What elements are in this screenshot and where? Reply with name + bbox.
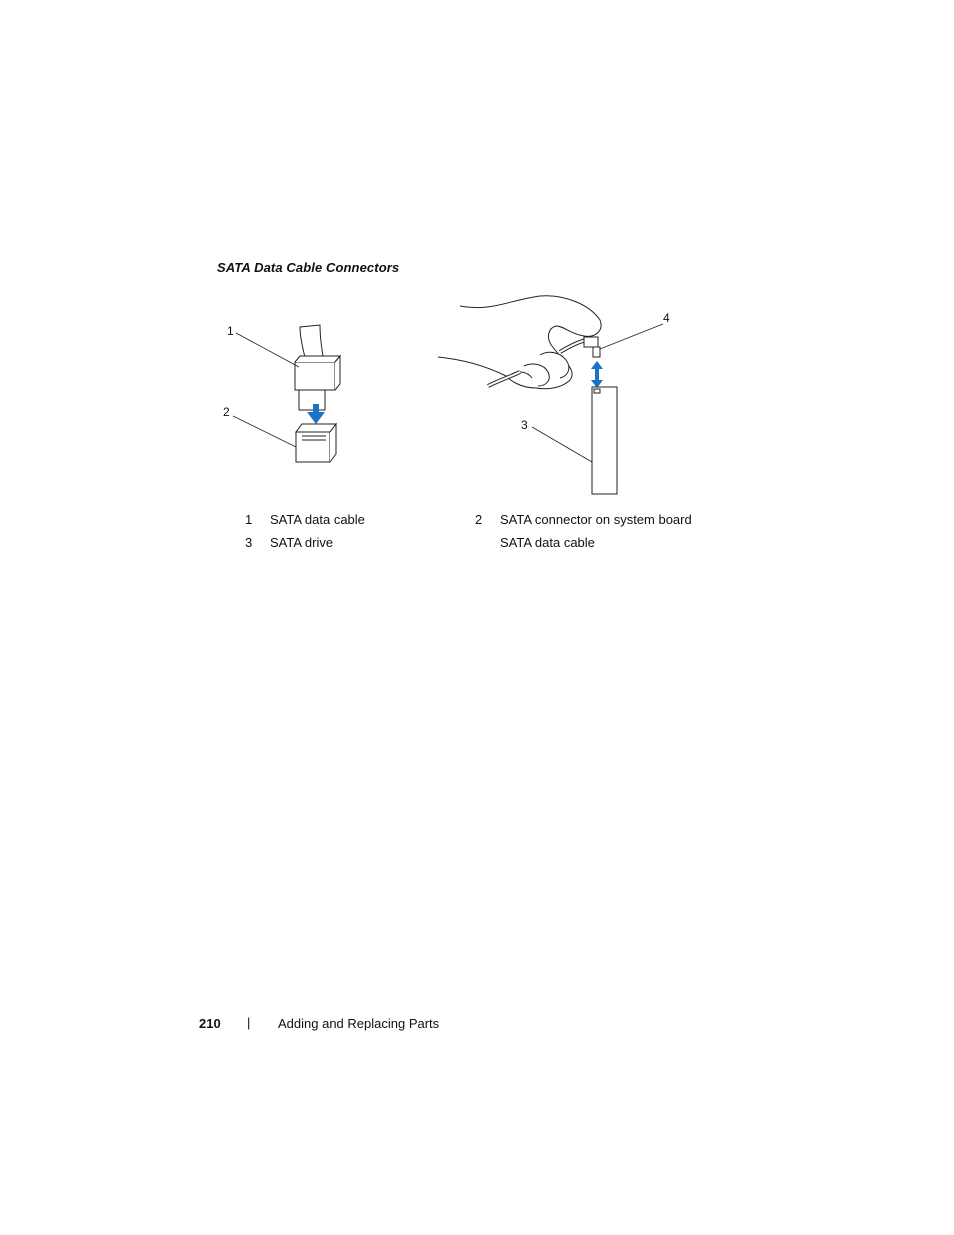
- legend-label: SATA drive: [270, 535, 334, 550]
- right-angle-connector: [584, 337, 600, 357]
- legend-label: SATA connector on system board: [500, 512, 692, 527]
- page-number: 210: [199, 1016, 221, 1031]
- sata-cable-illustration: [0, 0, 954, 520]
- callout-2: 2: [223, 405, 230, 419]
- legend-number: 1: [245, 512, 253, 527]
- legend-number: 3: [245, 535, 253, 550]
- legend-label: SATA data cable: [270, 512, 365, 527]
- left-cable-connector: [295, 325, 340, 410]
- callout-4: 4: [663, 311, 670, 325]
- connect-arrow-icon: [591, 361, 603, 388]
- footer-section-title: Adding and Replacing Parts: [278, 1016, 440, 1031]
- callout-3: 3: [521, 418, 528, 432]
- sata-drive: [592, 387, 617, 494]
- callout-1: 1: [227, 324, 234, 338]
- system-board-connector: [296, 424, 336, 462]
- legend-label: SATA data cable: [500, 535, 595, 550]
- figure-caption: SATA Data Cable Connectors: [217, 260, 400, 275]
- legend-number: 2: [475, 512, 483, 527]
- footer-separator: |: [247, 1015, 251, 1030]
